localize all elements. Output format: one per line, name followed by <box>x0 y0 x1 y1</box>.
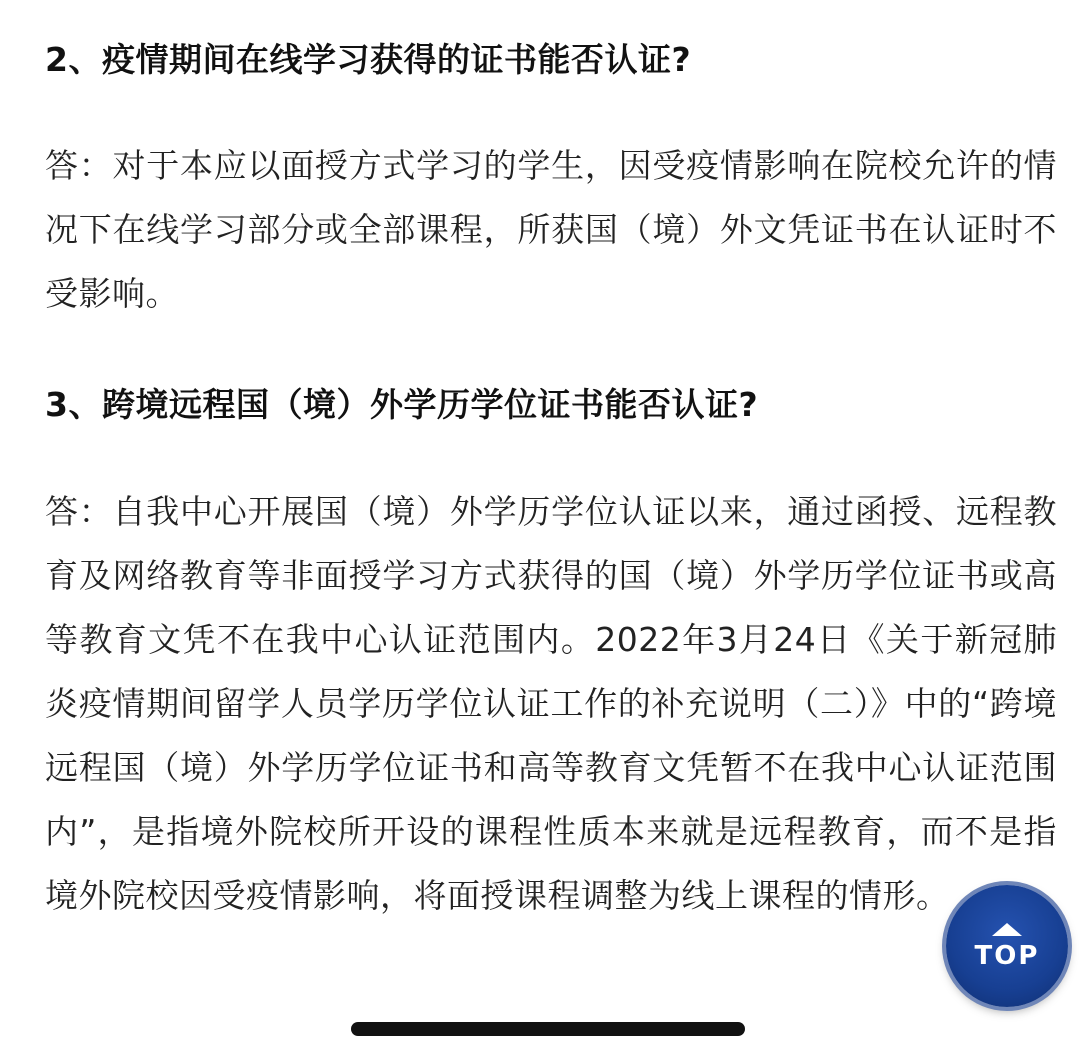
back-to-top-label: TOP <box>974 940 1040 971</box>
article-content <box>45 28 1057 915</box>
arrow-up-icon <box>992 923 1022 936</box>
question-2-heading: 2、疫情期间在线学习获得的证书能否认证? <box>45 40 692 79</box>
question-3-heading: 3、跨境远程国（境）外学历学位证书能否认证? <box>45 385 759 424</box>
answer-3-text: 答：自我中心开展国（境）外学历学位认证以来，通过函授、远程教育及网络教育等非面授学习方式获得的国（境）外学历学位证书或高等教育文凭不在我中心认证范围内。2022年3月24日《关于新冠肺炎疫情期间留学人员学历学位认证工作的补充说明（二）》中的“跨境远程国（境）外学历学位证书和高等教育文凭暂不在我中心认证范围内”，是指境外院校所开设的课程性质本来就是远程教育，而不是指境外院校因受疫情影响，将面授课程调整为线上课程的情形。 <box>45 492 1057 915</box>
home-indicator[interactable] <box>351 1022 745 1036</box>
answer-2-text: 答：对于本应以面授方式学习的学生，因受疫情影响在院校允许的情况下在线学习部分或全部课程，所获国（境）外文凭证书在认证时不受影响。 <box>45 146 1057 313</box>
back-to-top-button[interactable] <box>946 885 1068 1007</box>
